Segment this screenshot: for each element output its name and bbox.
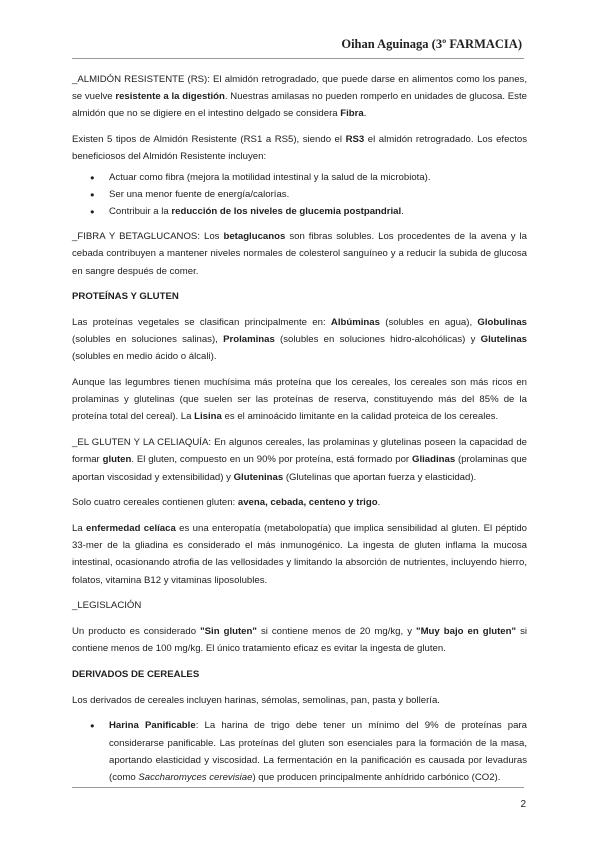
footer-divider: [72, 787, 524, 788]
derivados-list: [72, 717, 527, 786]
page-content: [72, 71, 527, 794]
almidon-resistente-paragraph: _ALMIDÓN RESISTENTE (RS): El almidón retrogradado, que puede darse en alimentos como los panes, se vuelve resistente a la digestión. Nuestras amilasas no pueden romperlo en unidades de glucosa. Este almidón que no se digiere en el intestino delgado se considera Fibra.: [72, 74, 527, 120]
list-item: ● Harina Panificable: La harina de trigo debe tener un mínimo del 9% de proteínas para considerarse panificable. Las proteínas del gluten son esenciales para la formación de la masa, aportando elasticidad y viscosidad. La fermentación en la panificación es causada por levaduras (como Saccharomyces cerevisiae) que producen principalmente anhídrido carbónico (CO2).: [72, 717, 527, 786]
gluten-cereals-paragraph: Solo cuatro cereales contienen gluten: avena, cebada, centeno y trigo.: [72, 497, 381, 509]
header-divider: [72, 58, 524, 59]
fibra-betaglucanos-paragraph: _FIBRA Y BETAGLUCANOS: Los betaglucanos son fibras solubles. Los procedentes de la avena y la cebada contribuyen a mantener niveles normales de colesterol sanguíneo y a reducir la subida de glucosa en sangre después de comer.: [72, 231, 527, 277]
list-item: ● Ser una menor fuente de energía/calorías.: [72, 186, 527, 203]
legumes-cereals-paragraph: Aunque las legumbres tienen muchísima más proteína que los cereales, los cereales son más ricos en prolaminas y glutelinas (que suelen ser las proteínas de reserva, constituyendo más del 85% de la proteína total del cereal). La Lisina es el aminoácido limitante en la calidad proteica de los cereales.: [72, 377, 527, 423]
section-heading-proteinas: PROTEÍNAS Y GLUTEN: [72, 291, 179, 303]
list-item: ● Contribuir a la reducción de los niveles de glucemia postpandrial.: [72, 203, 527, 220]
protein-classes-paragraph: Las proteínas vegetales se clasifican principalmente en: Albúminas (solubles en agua), Globulinas (solubles en soluciones salinas), Prolaminas (solubles en soluciones hidro-alcohólicas) y Glutelinas (solubles en medio ácido o álcali).: [72, 316, 527, 363]
celiac-disease-paragraph: La enfermedad celíaca es una enteropatía (metabolopatía) que implica sensibilidad al gluten. El péptido 33-mer de la gliadina es considerado el más inmunogénico. La ingesta de gluten inflama la mucosa intestinal, ocasionando atrofia de las vellosidades y limitando la absorción de nutrientes, incluyendo hierro, folatos, vitamina B12 y vitaminas liposolubles.: [72, 522, 527, 586]
page-number: 2: [520, 799, 526, 810]
header-author: Oihan Aguinaga (3º FARMACIA): [341, 37, 522, 51]
section-heading-derivados: DERIVADOS DE CEREALES: [72, 668, 200, 680]
rs-benefits-list: [72, 169, 527, 221]
gluten-celiaquia-paragraph: _EL GLUTEN Y LA CELIAQUÍA: En algunos cereales, las prolaminas y glutelinas poseen la capacidad de formar gluten. El gluten, compuesto en un 90% por proteína, está formado por Gliadinas (prolaminas que aportan viscosidad y extensibilidad) y Gluteninas (Glutelinas que aportan fuerza y elasticidad).: [72, 437, 527, 483]
section-heading-legislacion: _LEGISLACIÓN: [72, 600, 142, 612]
derivados-paragraph: Los derivados de cereales incluyen harinas, sémolas, semolinas, pan, pasta y bollería.: [72, 694, 440, 706]
legislacion-paragraph: Un producto es considerado "Sin gluten" si contiene menos de 20 mg/kg, y "Muy bajo en gluten" si contiene menos de 100 mg/kg. El único tratamiento eficaz es evitar la ingesta de gluten.: [72, 625, 528, 655]
list-item: ● Actuar como fibra (mejora la motilidad intestinal y la salud de la microbiota).: [72, 169, 527, 186]
rs-types-paragraph: Existen 5 tipos de Almidón Resistente (RS1 a RS5), siendo el RS3 el almidón retrogradado. Los efectos beneficiosos del Almidón Resistente incluyen:: [72, 134, 528, 163]
